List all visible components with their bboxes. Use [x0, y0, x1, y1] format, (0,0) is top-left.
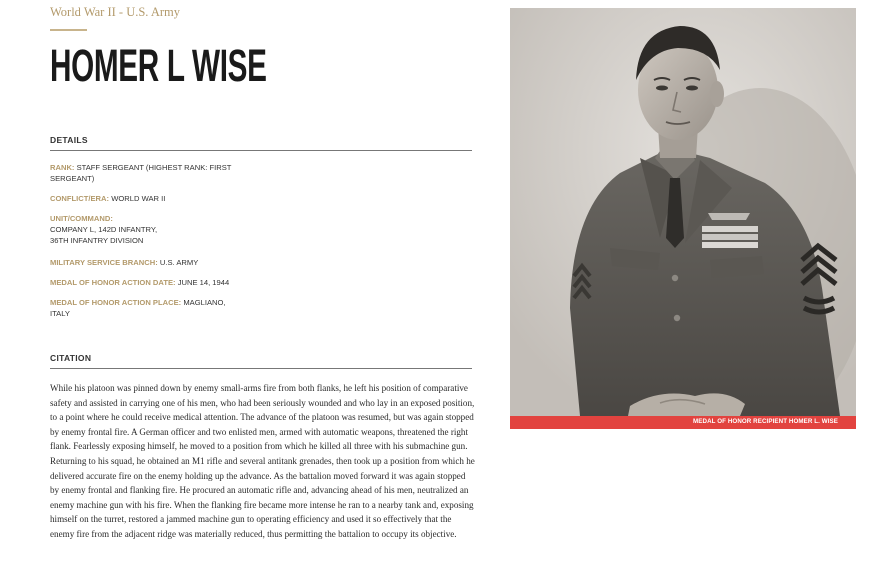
branch-field [50, 257, 250, 268]
branch-label: MILITARY SERVICE BRANCH: [50, 258, 158, 267]
unit-field [50, 213, 250, 246]
conflict-label: CONFLICT/ERA: [50, 194, 110, 203]
photo-caption: MEDAL OF HONOR RECIPIENT HOMER L. WISE [693, 418, 838, 425]
rank-label: RANK: [50, 163, 75, 172]
recipient-portrait-photo [510, 8, 856, 416]
action-date-field [50, 277, 250, 288]
eyebrow-divider [50, 29, 87, 31]
branch-value: U.S. ARMY [159, 258, 199, 267]
unit-label: UNIT/COMMAND: [50, 214, 113, 223]
action-date-label: MEDAL OF HONOR ACTION DATE: [50, 278, 176, 287]
recipient-name: HOMER L WISE [50, 40, 267, 91]
details-heading: DETAILS [50, 135, 472, 151]
action-place-label: MEDAL OF HONOR ACTION PLACE: [50, 298, 182, 307]
citation-heading: CITATION [50, 353, 472, 369]
unit-value: COMPANY L, 142D INFANTRY, 36TH INFANTRY DIVISION [50, 225, 158, 245]
action-date-value: JUNE 14, 1944 [177, 278, 230, 287]
action-place-value: MAGLIANO, ITALY [50, 298, 226, 318]
photo-caption-bar [510, 416, 856, 429]
rank-value: STAFF SERGEANT (HIGHEST RANK: FIRST SERGEANT) [50, 163, 232, 183]
citation-text: While his platoon was pinned down by enemy small-arms fire from both flanks, he left his position of comparative safety and assisted in carrying one of his men, who had been seriously wounded and who lay in an exposed position, to a point where he could receive medical attention. The advance of the platoon was resumed, but was again stopped by enemy frontal fire. A German officer and two enlisted men, armed with automatic weapons, threatened the right flank. Fearlessly exposing himself, he moved to a position from which he killed all three with his submachine gun. Returning to his squad, he obtained an M1 rifle and several antitank grenades, then took up a position from which he delivered accurate fire on the enemy holding up the advance. As the battalion moved forward it was again stopped by enemy frontal and flanking fire. He procured an automatic rifle and, advancing ahead of his men, neutralized an enemy machine gun with his fire. When the flanking fire became more intense he ran to a nearby tank and, exposing himself on the turret, restored a jammed machine gun to operating efficiency and used it so effectively that the enemy fire from the adjacent ridge was materially reduced, thus permitting the battalion to occupy its objective. [50, 383, 475, 539]
rank-field [50, 162, 250, 184]
portrait-illustration [510, 8, 856, 416]
conflict-field [50, 193, 250, 204]
conflict-value: WORLD WAR II [111, 194, 166, 203]
action-place-field [50, 297, 240, 319]
conflict-branch-eyebrow: World War II - U.S. Army [50, 5, 181, 19]
